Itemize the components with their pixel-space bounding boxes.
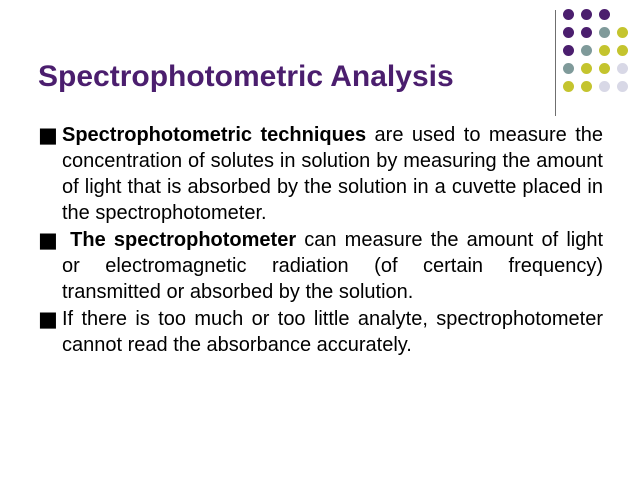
decorative-dot: [563, 81, 574, 92]
decorative-dot-grid: [563, 9, 635, 105]
bullet-list: [38, 122, 603, 359]
decorative-dot: [599, 63, 610, 74]
bullet-bold-term: Spectrophotometric techniques: [62, 124, 367, 146]
decorative-dot: [617, 45, 628, 56]
decorative-dot: [563, 63, 574, 74]
decorative-dot: [581, 81, 592, 92]
slide-title: Spectrophotometric Analysis: [38, 60, 454, 93]
decorative-dot: [563, 9, 574, 20]
decorative-dot: [563, 27, 574, 38]
bullet-bold-term: The spectrophotometer: [70, 229, 297, 251]
bullet-text: [62, 306, 603, 358]
bullet-body: are used to measure the concentration of solutes in solution by measuring the amount of light that is absorbed by the solution in a cuvette placed in the spectrophotometer.: [62, 124, 604, 224]
bullet-body: If there is too much or too little analyte, spectrophotometer cannot read the absorbance accurately.: [62, 308, 603, 356]
decorative-dot: [617, 81, 628, 92]
square-bullet-icon: ■: [38, 228, 58, 252]
title-divider-line: [555, 10, 556, 116]
decorative-dot: [599, 45, 610, 56]
bullet-item: [38, 227, 603, 305]
bullet-item: [38, 306, 603, 358]
decorative-dot: [599, 9, 610, 20]
bullet-prefix: [62, 229, 70, 251]
decorative-dot: [581, 9, 592, 20]
square-bullet-icon: ■: [38, 123, 58, 147]
decorative-dot: [599, 81, 610, 92]
bullet-text: [62, 122, 603, 226]
bullet-body: can measure the amount of light or electromagnetic radiation (of certain frequency) transmitted or absorbed by the solution.: [62, 229, 604, 303]
square-bullet-icon: ■: [38, 307, 58, 331]
decorative-dot: [581, 27, 592, 38]
bullet-text: [62, 227, 603, 305]
decorative-dot: [617, 27, 628, 38]
bullet-item: [38, 122, 603, 226]
decorative-dot: [581, 63, 592, 74]
decorative-dot: [581, 45, 592, 56]
decorative-dot: [599, 27, 610, 38]
decorative-dot: [617, 63, 628, 74]
decorative-dot: [563, 45, 574, 56]
